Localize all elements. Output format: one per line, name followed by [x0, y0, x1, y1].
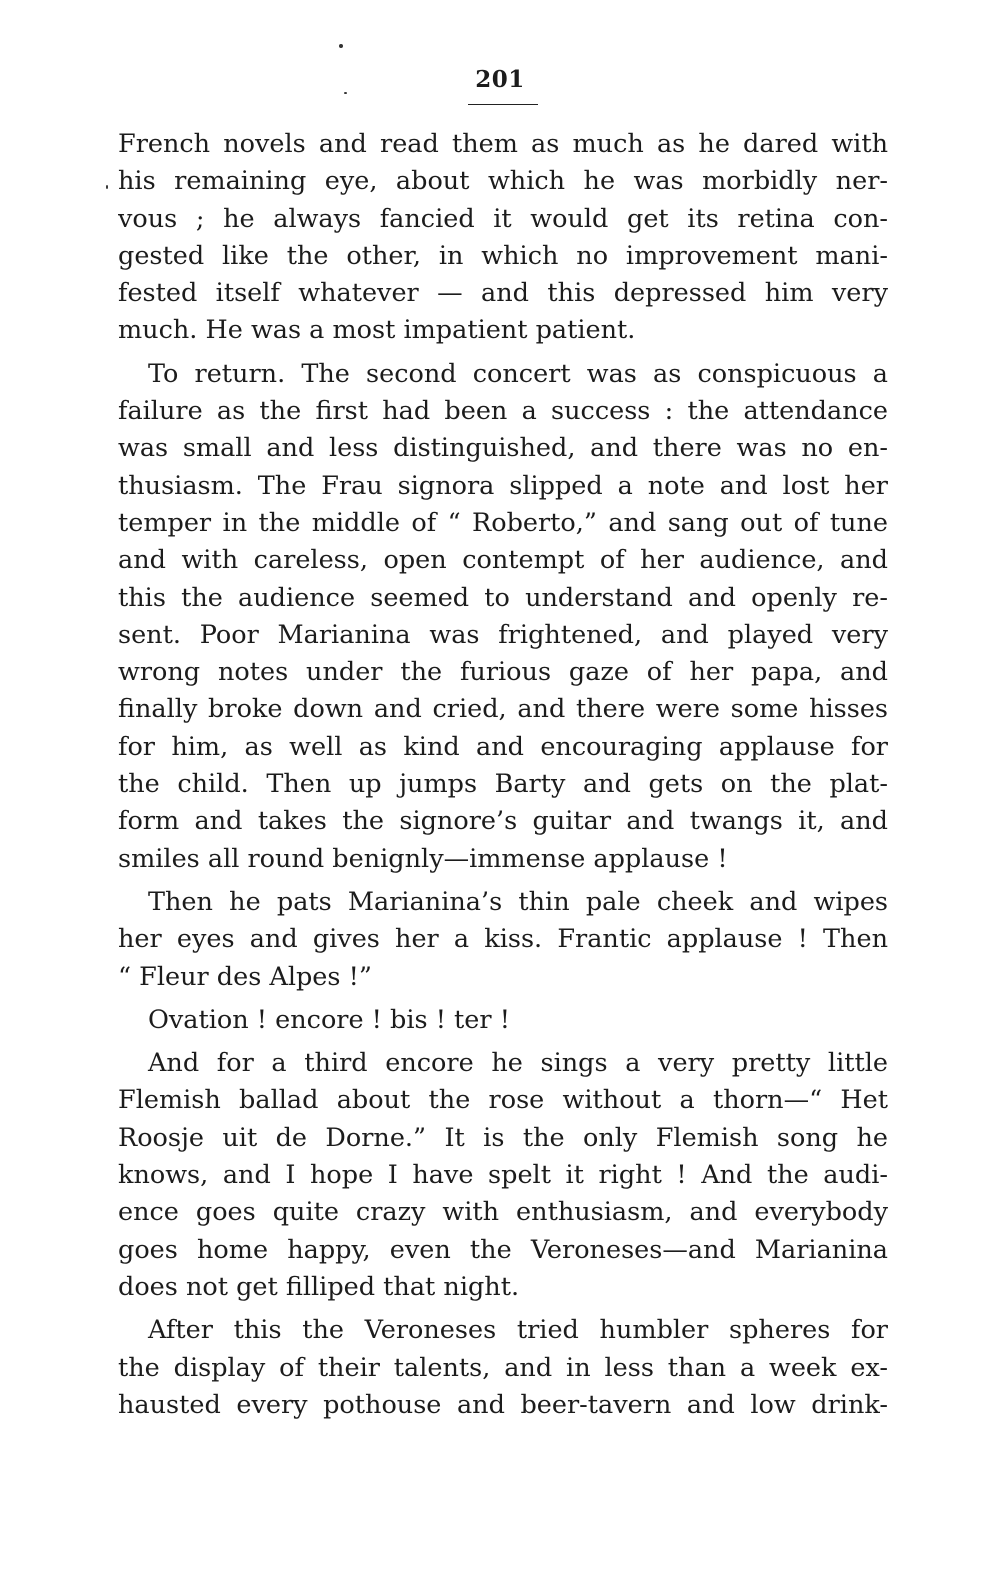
- text-line: much. He was a most impatient patient.: [118, 315, 636, 346]
- print-speck: [344, 92, 347, 94]
- text-line: vous ; he always fancied it would get its retina con-: [118, 203, 888, 234]
- text-line: gested like the other, in which no improvement mani-: [118, 240, 888, 271]
- text-line: Ovation ! encore ! bis ! ter !: [148, 1004, 510, 1035]
- text-line: sent. Poor Marianina was frightened, and played very: [118, 619, 888, 650]
- text-line: finally broke down and cried, and there were some hisses: [118, 694, 888, 725]
- text-line: goes home happy, even the Veroneses—and Marianina: [118, 1234, 888, 1265]
- text-line: thusiasm. The Frau signora slipped a note and lost her: [118, 470, 888, 501]
- text-line: her eyes and gives her a kiss. Frantic applause ! Then: [118, 924, 888, 955]
- text-line: To return. The second concert was as conspicuous a: [148, 358, 888, 389]
- text-line: for him, as well as kind and encouraging applause for: [118, 731, 888, 762]
- text-line: does not get filliped that night.: [118, 1271, 520, 1302]
- header-rule: [468, 104, 538, 105]
- text-line: temper in the middle of “ Roberto,” and sang out of tune: [118, 507, 888, 538]
- text-line: knows, and I hope I have spelt it right ! And the audi-: [118, 1160, 888, 1191]
- text-line: smiles all round benignly—immense applause !: [118, 843, 728, 874]
- text-line: After this the Veroneses tried humbler spheres for: [148, 1315, 888, 1346]
- body-text: [118, 126, 888, 1424]
- print-speck: [106, 185, 108, 189]
- text-line: Roosje uit de Dorne.” It is the only Flemish song he: [118, 1122, 888, 1153]
- text-line: hausted every pothouse and beer-tavern and low drink-: [118, 1389, 888, 1420]
- print-speck: [339, 44, 343, 48]
- text-line: his remaining eye, about which he was morbidly ner-: [118, 166, 888, 197]
- text-line: failure as the first had been a success : the attendance: [118, 396, 888, 427]
- text-line: the child. Then up jumps Barty and gets on the plat-: [118, 769, 888, 800]
- text-line: and with careless, open contempt of her audience, and: [118, 545, 888, 576]
- text-line: “ Fleur des Alpes !”: [118, 961, 372, 992]
- text-line: wrong notes under the furious gaze of her papa, and: [118, 657, 888, 688]
- text-line: French novels and read them as much as he dared with: [118, 129, 888, 159]
- text-line: fested itself whatever — and this depressed him very: [118, 278, 888, 309]
- text-line: ence goes quite crazy with enthusiasm, and everybody: [118, 1197, 888, 1228]
- text-line: Flemish ballad about the rose without a thorn—“ Het: [118, 1085, 888, 1116]
- text-line: And for a third encore he sings a very pretty little: [148, 1048, 888, 1079]
- text-line: this the audience seemed to understand and openly re-: [118, 582, 888, 613]
- page-number: 201: [475, 66, 525, 93]
- text-line: Then he pats Marianina’s thin pale cheek and wipes: [148, 886, 888, 917]
- text-line: the display of their talents, and in less than a week ex-: [118, 1352, 888, 1383]
- text-line: was small and less distinguished, and there was no en-: [118, 433, 888, 464]
- text-line: form and takes the signore’s guitar and twangs it, and: [118, 806, 888, 837]
